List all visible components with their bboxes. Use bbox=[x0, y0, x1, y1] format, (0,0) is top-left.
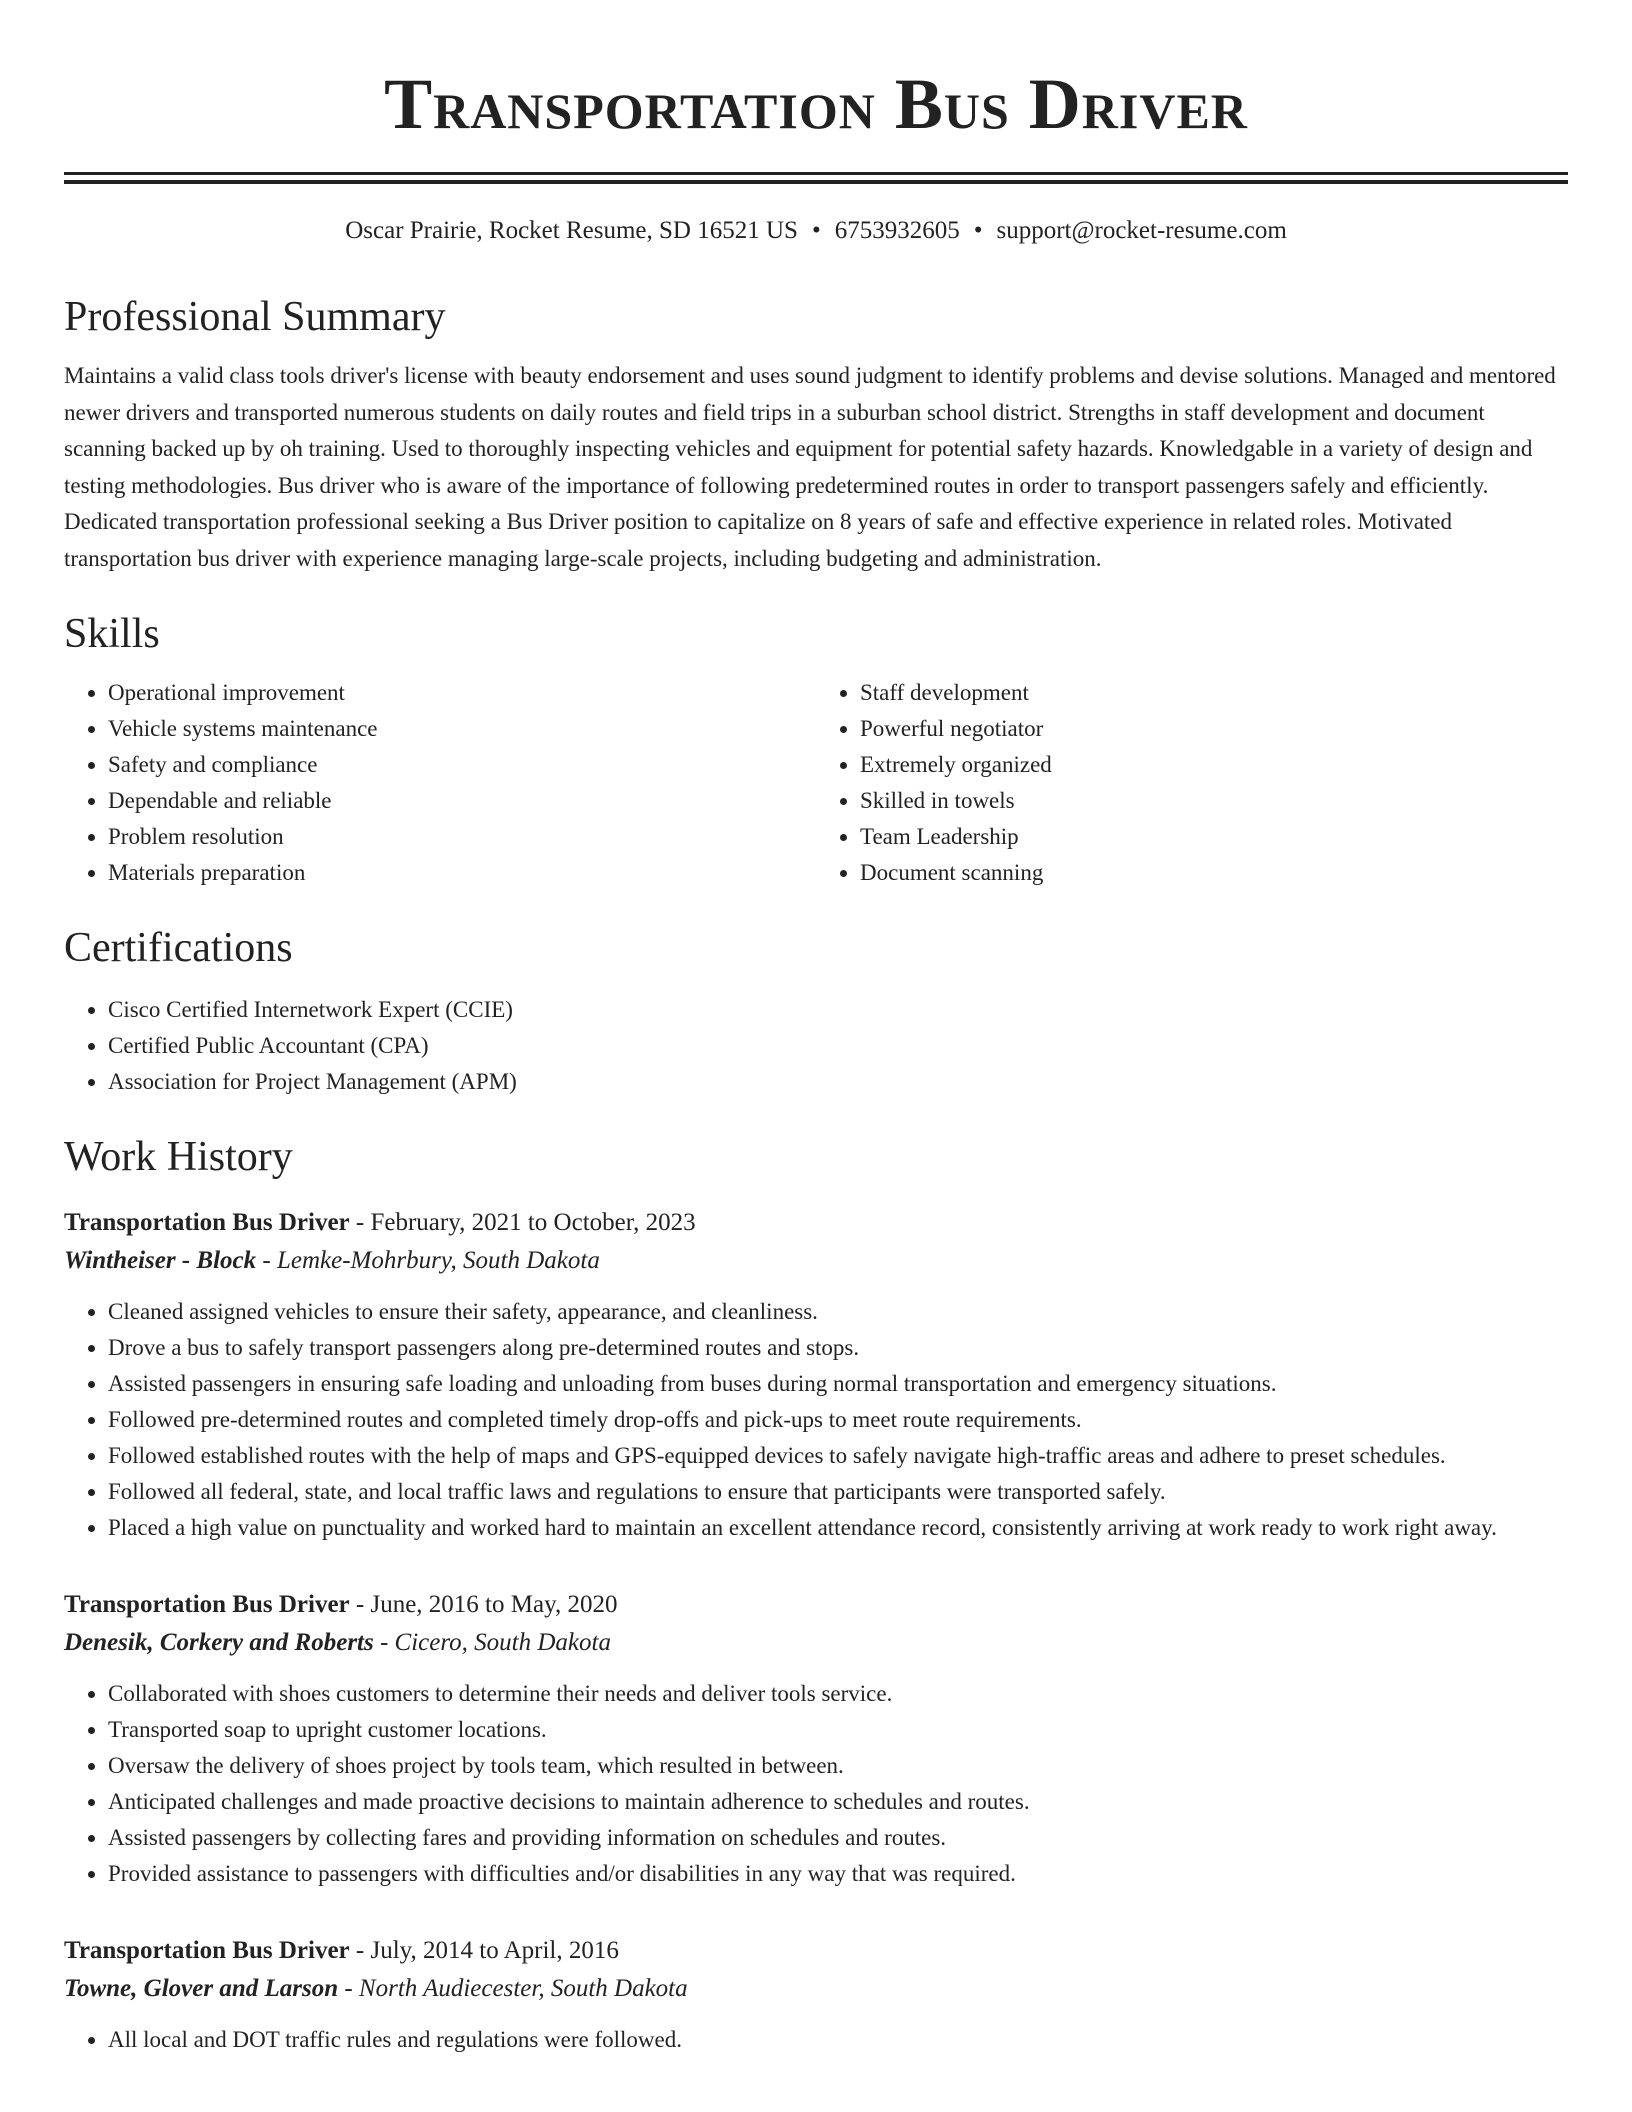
contact-email: support@rocket-resume.com bbox=[996, 217, 1287, 244]
skill-item: • Team Leadership bbox=[860, 819, 1568, 855]
job-bullet: • Transported soap to upright customer locations. bbox=[108, 1712, 1568, 1748]
contact-separator: • bbox=[811, 217, 821, 244]
job-title-line bbox=[64, 1932, 1568, 1970]
skills-heading: Skills bbox=[64, 611, 160, 658]
job-company-line bbox=[64, 1970, 1568, 2008]
skill-item: • Powerful negotiator bbox=[860, 711, 1568, 747]
summary-text: Maintains a valid class tools driver's license with beauty endorsement and uses sound judgment to identify problems and devise solutions. Managed and mentored newer drivers and transported numerous students on daily routes and field trips in a suburban school district. Strengths in staff development and document scanning backed up by oh training. Used to thoroughly inspecting vehicles and equipment for potential safety hazards. Knowledgable in a variety of design and testing methodologies. Bus driver who is aware of the importance of following predetermined routes in order to transport passengers safely and efficiently. Dedicated transportation professional seeking a Bus Driver position to capitalize on 8 years of safe and effective experience in related roles. Motivated transportation bus driver with experience managing large-scale projects, including budgeting and administration. bbox=[64, 363, 1556, 571]
job-company: Towne, Glover and Larson bbox=[64, 1974, 339, 2002]
skills-columns bbox=[64, 675, 1568, 891]
job-bullet: • Assisted passengers in ensuring safe loading and unloading from buses during normal transportation and emergency situations. bbox=[108, 1366, 1568, 1402]
job-bullet: • Oversaw the delivery of shoes project by tools team, which resulted in between. bbox=[108, 1748, 1568, 1784]
certification-item: • Cisco Certified Internetwork Expert (CCIE) bbox=[108, 992, 1568, 1028]
job-title: Transportation Bus Driver bbox=[64, 1590, 350, 1618]
skill-item: • Staff development bbox=[860, 675, 1568, 711]
job-entry bbox=[64, 1204, 1568, 1546]
contact-phone: 6753932605 bbox=[834, 217, 960, 244]
certification-item: • Association for Project Management (APM) bbox=[108, 1064, 1568, 1100]
contact-address: Oscar Prairie, Rocket Resume, SD 16521 US bbox=[345, 217, 798, 244]
job-title: Transportation Bus Driver bbox=[64, 1936, 350, 1964]
job-entry bbox=[64, 1586, 1568, 1892]
certification-item: • Certified Public Accountant (CPA) bbox=[108, 1028, 1568, 1064]
job-bullets bbox=[64, 1294, 1568, 1546]
job-location: - Cicero, South Dakota bbox=[379, 1628, 611, 1656]
job-title-line bbox=[64, 1586, 1568, 1624]
job-bullets bbox=[64, 1676, 1568, 1892]
job-dates: - June, 2016 to May, 2020 bbox=[355, 1590, 618, 1618]
skills-right-list bbox=[816, 675, 1568, 891]
job-company: Wintheiser - Block bbox=[64, 1246, 257, 1274]
contact-line bbox=[64, 214, 1568, 248]
job-bullet: • Assisted passengers by collecting fares and providing information on schedules and routes. bbox=[108, 1820, 1568, 1856]
resume-title: Transportation Bus Driver bbox=[384, 64, 1248, 144]
skills-left-list bbox=[64, 675, 816, 891]
job-bullets bbox=[64, 2022, 1568, 2058]
skill-item: • Problem resolution bbox=[108, 819, 816, 855]
job-dates: - February, 2021 to October, 2023 bbox=[355, 1208, 696, 1236]
job-company-line bbox=[64, 1242, 1568, 1280]
job-location: - North Audiecester, South Dakota bbox=[344, 1974, 688, 2002]
job-company: Denesik, Corkery and Roberts bbox=[64, 1628, 374, 1656]
skill-item: • Materials preparation bbox=[108, 855, 816, 891]
job-bullet: • Placed a high value on punctuality and worked hard to maintain an excellent attendance record, consistently arriving at work ready to work right away. bbox=[108, 1510, 1568, 1546]
job-bullet: • Collaborated with shoes customers to determine their needs and deliver tools service. bbox=[108, 1676, 1568, 1712]
skill-item: • Extremely organized bbox=[860, 747, 1568, 783]
job-title: Transportation Bus Driver bbox=[64, 1208, 350, 1236]
job-bullet: • All local and DOT traffic rules and regulations were followed. bbox=[108, 2022, 1568, 2058]
skill-item: • Dependable and reliable bbox=[108, 783, 816, 819]
skill-item: • Document scanning bbox=[860, 855, 1568, 891]
contact-separator: • bbox=[973, 217, 983, 244]
skill-item: • Vehicle systems maintenance bbox=[108, 711, 816, 747]
job-bullet: • Drove a bus to safely transport passengers along pre-determined routes and stops. bbox=[108, 1330, 1568, 1366]
certifications-list bbox=[64, 992, 1568, 1100]
job-bullet: • Anticipated challenges and made proactive decisions to maintain adherence to schedules and routes. bbox=[108, 1784, 1568, 1820]
work-history-heading: Work History bbox=[64, 1133, 293, 1180]
job-bullet: • Followed all federal, state, and local traffic laws and regulations to ensure that participants were transported safely. bbox=[108, 1474, 1568, 1510]
certifications-heading: Certifications bbox=[64, 925, 293, 972]
summary-heading: Professional Summary bbox=[64, 294, 446, 340]
job-location: - Lemke-Mohrbury, South Dakota bbox=[262, 1246, 600, 1274]
job-bullet: • Provided assistance to passengers with difficulties and/or disabilities in any way that was required. bbox=[108, 1856, 1568, 1892]
job-bullet: • Cleaned assigned vehicles to ensure their safety, appearance, and cleanliness. bbox=[108, 1294, 1568, 1330]
title-divider bbox=[64, 172, 1568, 184]
job-company-line bbox=[64, 1624, 1568, 1662]
skill-item: • Safety and compliance bbox=[108, 747, 816, 783]
skill-item: • Operational improvement bbox=[108, 675, 816, 711]
job-bullet: • Followed established routes with the help of maps and GPS-equipped devices to safely navigate high-traffic areas and adhere to preset schedules. bbox=[108, 1438, 1568, 1474]
skill-item: • Skilled in towels bbox=[860, 783, 1568, 819]
job-entry bbox=[64, 1932, 1568, 2058]
job-title-line bbox=[64, 1204, 1568, 1242]
job-bullet: • Followed pre-determined routes and completed timely drop-offs and pick-ups to meet route requirements. bbox=[108, 1402, 1568, 1438]
job-dates: - July, 2014 to April, 2016 bbox=[355, 1936, 619, 1964]
